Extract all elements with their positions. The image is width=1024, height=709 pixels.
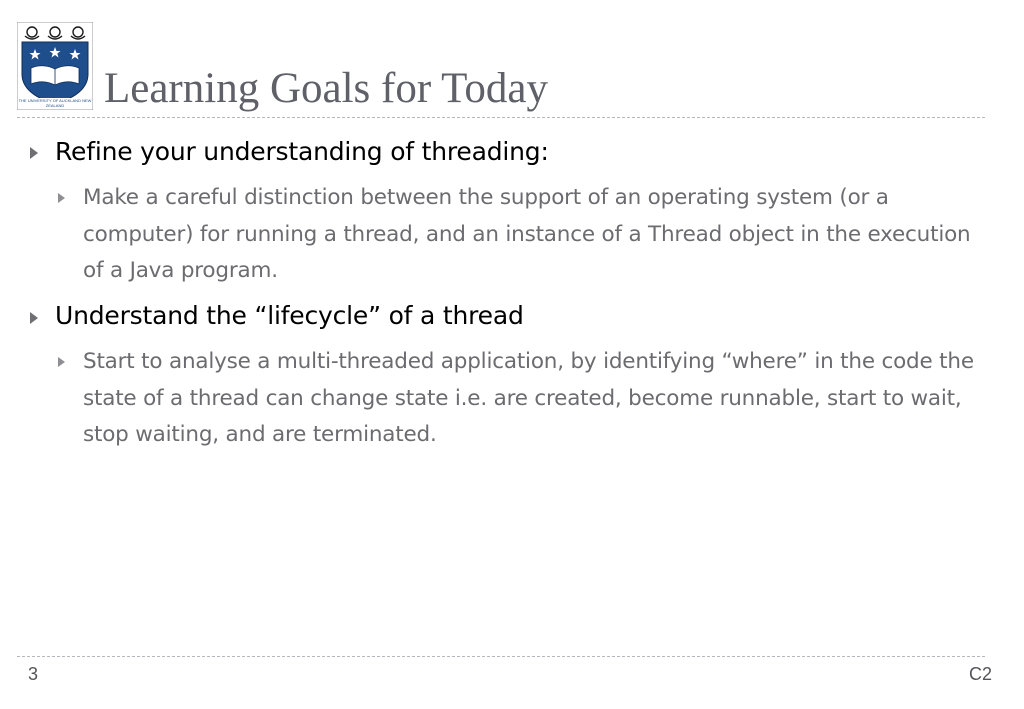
course-code: C2: [968, 664, 992, 684]
bullet-level2: Make a careful distinction between the support of an operating system (or a computer) for running a thread, and an instance of a Thread object in the execution of a Java program.: [83, 185, 971, 283]
logo-text: THE UNIVERSITY OF AUCKLAND NEW ZEALAND: [18, 98, 92, 108]
sub-bullet-arrow-icon: [58, 357, 65, 367]
title-divider: [17, 117, 985, 118]
university-crest-logo: [17, 22, 93, 110]
bullet-arrow-icon: [30, 312, 38, 324]
footer-divider: [17, 656, 985, 657]
slide-title: Learning Goals for Today: [104, 65, 548, 112]
sub-bullet-arrow-icon: [58, 193, 65, 203]
bullet-arrow-icon: [30, 147, 38, 159]
bullet-level2: Start to analyse a multi-threaded application, by identifying “where” in the code the state of a thread can change state i.e. are created, become runnable, start to wait, stop waiting, and are terminated.: [83, 349, 974, 447]
bullet-level1: Understand the “lifecycle” of a thread: [55, 301, 524, 330]
bullet-level1: Refine your understanding of threading:: [55, 137, 549, 166]
page-number: 3: [28, 664, 39, 684]
